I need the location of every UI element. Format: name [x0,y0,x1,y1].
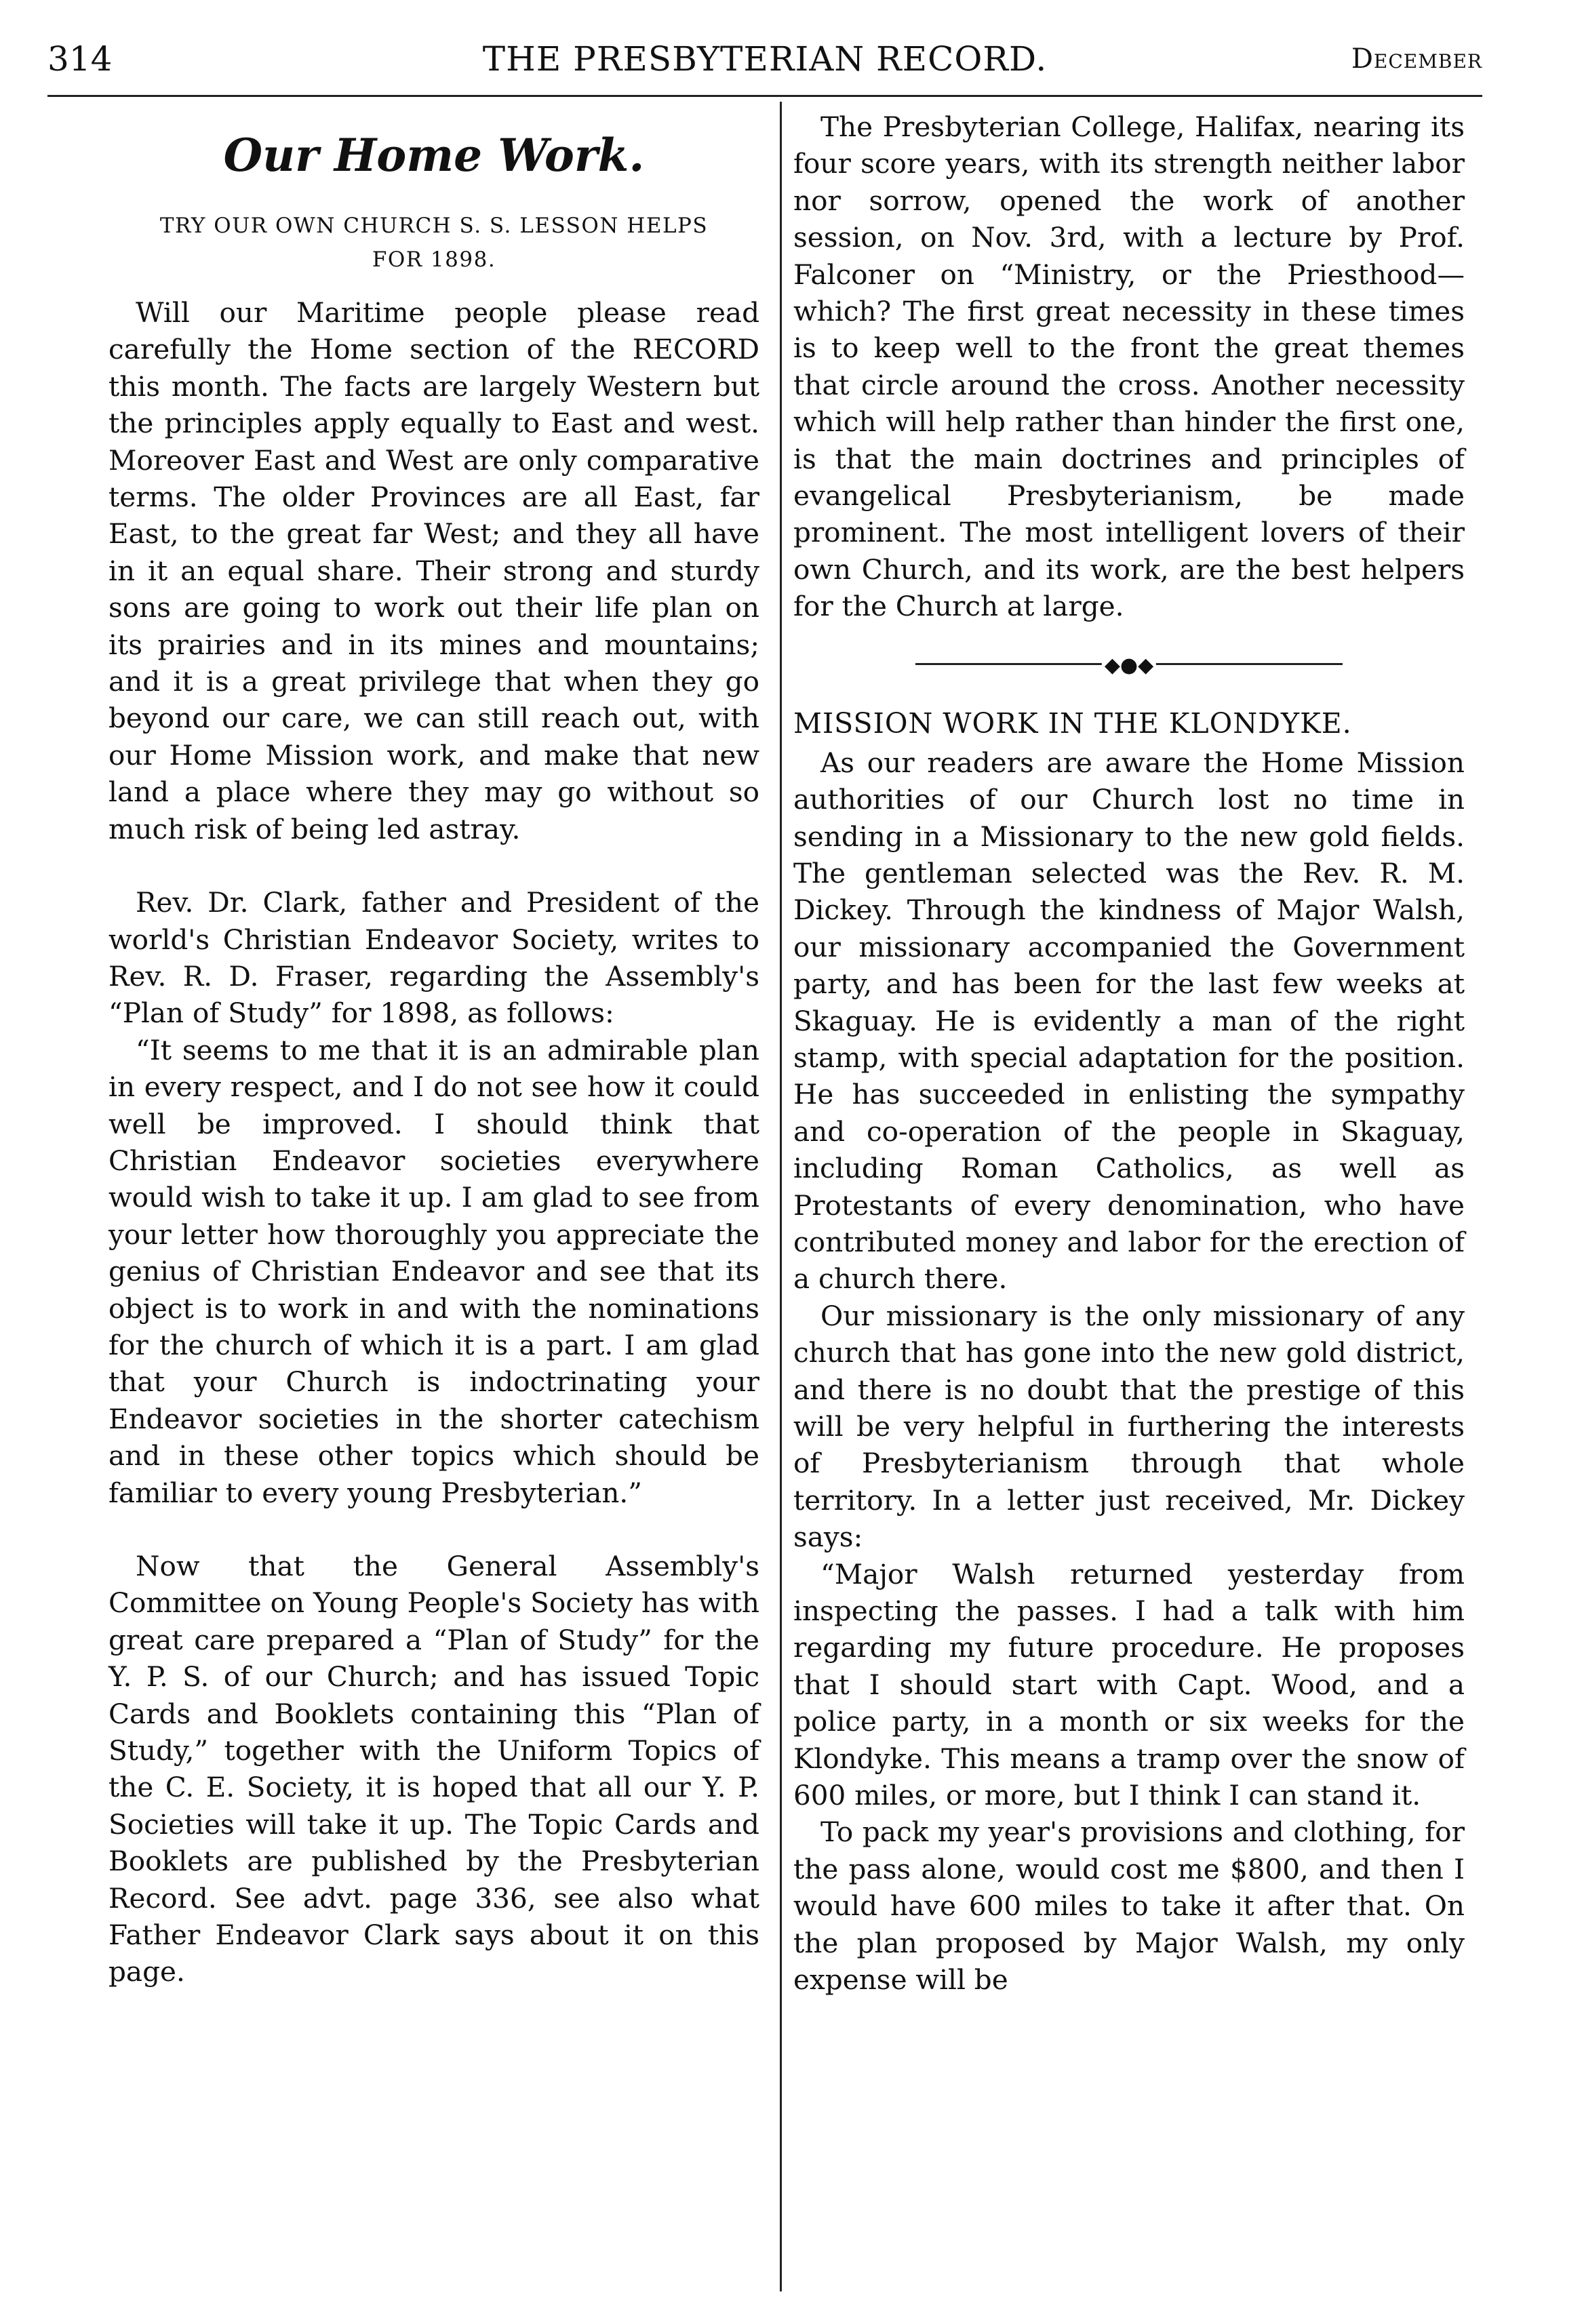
paragraph-halifax-college: The Presbyterian College, Halifax, nearing its four score years, with its strength neither labor nor sorrow, opened the work of another session, on Nov. 3rd, with a lecture by Prof. Falconer on “Ministry, or the Priesthood—which? The first great necessity in these times is to keep well to the front the great themes that circle around the cross. Another necessity which will help rather than hinder the first one, is that the main doctrines and principles of evangelical Presbyterianism, be made prominent. The most intelligent lovers of their own Church, and its work, are the best helpers for the Church at large. [793,111,1465,623]
column-divider [780,102,782,2291]
paragraph-maritime: Will our Maritime people please read carefully the Home section of the RECORD this month. The facts are largely Western but the principles apply equally to East and west. Moreover East and West are only comparative terms. The older Provinces are all East, far East, to the great far West; and they all have in it an equal share. Their strong and sturdy sons are going to work out their life plan on its prairies and in its mines and mountains; and it is a great privilege that when they go beyond our care, we can still reach out, with our Home Mission work, and make that new land a place where they may go without so much risk of being led astray. [108,296,759,845]
subheading-line-1: TRY OUR OWN CHURCH S. S. LESSON HELPS [159,214,709,238]
journal-title: THE PRESBYTERIAN RECORD. [482,39,1048,79]
header-rule [47,95,1482,97]
left-column [108,108,759,1990]
running-header [47,39,1482,87]
paragraph-clark-quote: “It seems to me that it is an admirable plan in every respect, and I do not see how it could well be improved. I should think that Christian Endeavor societies everywhere would wish to take it up. I am glad to see from your letter how thoroughly you appreciate the genius of Christian Endeavor and see that its object is to work in and with the nominations for the church of which it is a part. I am glad that your Church is indoctrinating your Endeavor societies in the shorter catechism and in these other topics which should be familiar to every young Presbyterian.” [108,1033,759,1509]
paragraph-major-walsh: “Major Walsh returned yesterday from inspecting the passes. I had a talk with him regarding my future procedure. He proposes that I should start with Capt. Wood, and a police party, in a month or six weeks for the Klondyke. This means a tramp over the snow of 600 miles, or more, but I think I can stand it. [793,1557,1465,1812]
paragraph-plan-of-study: Now that the General Assembly's Committee on Young People's Society has with great care prepared a “Plan of Study” for the Y. P. S. of our Church; and has issued Topic Cards and Booklets containing this “Plan of Study,” together with the Uniform Topics of the C. E. Society, it is hoped that all our Y. P. Societies will take it up. The Topic Cards and Booklets are published by the Presbyterian Record. See advt. page 336, see also what Father Endeavor Clark says about it on this page. [108,1550,759,1988]
subheading [108,209,759,277]
right-column [793,108,1465,1999]
paragraph-only-missionary: Our missionary is the only missionary of any church that has gone into the new gold district, and there is no doubt that the prestige of this will be very helpful in furthering the interests of Presbyterianism through that whole territory. In a letter just received, Mr. Dickey says: [793,1299,1465,1554]
page-number: 314 [47,39,113,79]
subheading-line-2: FOR 1898. [372,247,496,272]
section-title: Our Home Work. [223,129,645,182]
ornament-icon: ◆●◆ [1102,654,1156,677]
spacer [108,1511,759,1548]
paragraph-provisions: To pack my year's provisions and clothing, for the pass alone, would cost me $800, and then I would have 600 miles to take it after that. On the plan proposed by Major Walsh, my only expense will be [793,1816,1465,1997]
paragraph-missionary-sent: As our readers are aware the Home Mission authorities of our Church lost no time in sending in a Missionary to the new gold fields. The gentleman selected was the Rev. R. M. Dickey. Through the kindness of Major Walsh, our missionary accompanied the Government party, and has been for the last few weeks at Skaguay. He is evidently a man of the right stamp, with special adaptation for the position. He has succeeded in enlisting the sympathy and co-operation of the people in Skaguay, including Roman Catholics, as well as Protestants of every denomination, who have contributed money and labor for the erection of a church there. [793,746,1465,1296]
paragraph-dr-clark-intro: Rev. Dr. Clark, father and President of the world's Christian Endeavor Society, writes to Rev. R. D. Fraser, regarding the Assembly's “Plan of Study” for 1898, as follows: [108,886,759,1030]
ornamental-divider [793,651,1465,678]
klondyke-heading: MISSION WORK IN THE KLONDYKE. [793,706,1352,740]
spacer [108,847,759,884]
issue-month: December [1351,43,1482,75]
